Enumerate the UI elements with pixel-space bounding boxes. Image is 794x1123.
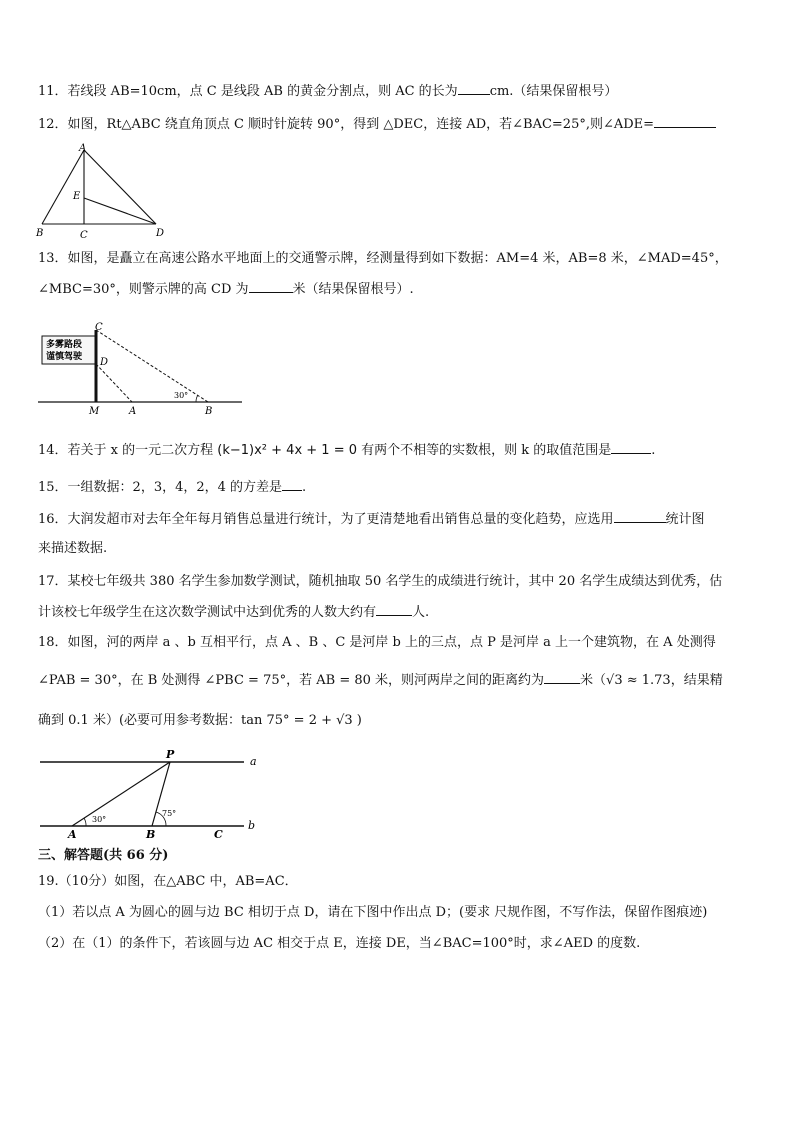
q16-text-b: 统计图: [665, 512, 705, 527]
q18-answer-blank: [544, 671, 580, 684]
q12-text-a: 12．如图，Rt△ABC 绕直角顶点 C 顺时针旋转 90°，得到 △DEC，连接 AD，若∠BAC=25°,则∠ADE=: [38, 117, 655, 132]
section-3-title-text: 三、解答题(共 66 分): [38, 848, 169, 863]
q14-text-c: .: [651, 443, 656, 458]
q13-label-c: C: [95, 322, 103, 333]
q12-figure: [30, 142, 170, 242]
q13-angle-label: 30°: [174, 391, 189, 400]
question-18-line3: [38, 712, 362, 730]
question-13-line1: [38, 250, 728, 268]
q18-line1: 18．如图，河的两岸 a 、b 互相平行，点 A 、B 、C 是河岸 b 上的三点，点 P 是河岸 a 上一个建筑物，在 A 处测得: [38, 635, 716, 650]
q13-label-d: D: [100, 357, 109, 368]
question-14: [38, 441, 655, 460]
q13-label-m: M: [89, 406, 100, 417]
q15-answer-blank: [282, 478, 302, 491]
q12-label-e: E: [73, 191, 81, 202]
q18-line3: 确到 0.1 米）(必要可用参考数据：tan 75° = 2 + √3 ): [38, 713, 362, 728]
question-17-line2: [38, 603, 429, 622]
q17-text-b: 计该校七年级学生在这次数学测试中达到优秀的人数大约有: [38, 605, 377, 620]
question-18-line2: [38, 671, 723, 690]
q13-sign-line2: 谨慎驾驶: [46, 352, 83, 362]
question-18-line1: [38, 634, 716, 652]
q18-line2-a: ∠PAB = 30°，在 B 处测得 ∠PBC = 75°，若 AB = 80 米，则河两岸之间的距离约为: [38, 673, 545, 688]
question-19-line1: [38, 873, 298, 891]
question-16-line1: [38, 510, 705, 529]
q14-text-a: 14．若关于 x 的一元二次方程: [38, 443, 214, 458]
q18-line2-b: 米（√3 ≈ 1.73，结果精: [580, 673, 723, 688]
q15-text-b: .: [302, 480, 307, 495]
q11-text-a: 11．若线段 AB=10cm，点 C 是线段 AB 的黄金分割点，则 AC 的长为: [38, 84, 458, 99]
q16-answer-blank: [614, 510, 666, 523]
q18-angle1-label: 30°: [92, 815, 107, 824]
q13-label-b: B: [205, 406, 213, 417]
q12-label-a: A: [79, 143, 87, 154]
q13-text-a: 13．如图，是矗立在高速公路水平地面上的交通警示牌，经测量得到如下数据：AM=4 米，AB=8 米，∠MAD=45°，: [38, 251, 728, 266]
q13-text-b2: 米（结果保留根号）.: [292, 282, 414, 297]
q12-label-b: B: [36, 228, 44, 239]
q12-label-c: C: [80, 230, 88, 241]
q17-text-a: 17．某校七年级共 380 名学生参加数学测试，随机抽取 50 名学生的成绩进行统计，其中 20 名学生成绩达到优秀，估: [38, 574, 723, 589]
q16-text-a: 16．大润发超市对去年全年每月销售总量进行统计，为了更清楚地看出销售总量的变化趋势，应选用: [38, 512, 614, 527]
question-19-line3: [38, 935, 640, 953]
question-16-line2: [38, 540, 107, 558]
q13-label-a: A: [129, 406, 137, 417]
q13-figure: [36, 318, 246, 418]
question-17-line1: [38, 573, 722, 591]
q19-line1: 19.（10分）如图，在△ABC 中，AB=AC．: [38, 874, 298, 889]
q18-figure: [36, 748, 266, 842]
q18-label-a: A: [68, 828, 77, 841]
question-15: [38, 478, 306, 497]
q12-label-d: D: [156, 228, 165, 239]
q14-text-b: 有两个不相等的实数根，则 k 的取值范围是: [361, 443, 612, 458]
q17-answer-blank: [376, 603, 412, 616]
q18-angle2-label: 75°: [162, 809, 177, 818]
q13-text-b1: ∠MBC=30°，则警示牌的高 CD 为: [38, 282, 249, 297]
question-11: [38, 82, 617, 101]
q13-sign-line1: 多雾路段: [46, 340, 83, 350]
q14-answer-blank: [611, 441, 651, 454]
q11-answer-blank: [458, 82, 490, 95]
q15-text-a: 15．一组数据：2，3，4，2，4 的方差是: [38, 480, 283, 495]
question-13-line2: [38, 280, 414, 299]
q18-label-b: B: [146, 828, 156, 841]
q19-line3: （2）在（1）的条件下，若该圆与边 AC 相交于点 E，连接 DE，当∠BAC=100°时，求∠AED 的度数.: [38, 936, 641, 951]
q13-answer-blank: [249, 280, 293, 293]
q11-text-b: cm.（结果保留根号）: [489, 84, 618, 99]
q17-text-c: 人.: [412, 605, 430, 620]
q18-label-p: P: [166, 748, 175, 761]
section-3-title: [38, 847, 168, 865]
q18-label-a-shore: a: [250, 755, 257, 768]
q16-text-c: 来描述数据.: [38, 541, 108, 556]
q18-label-b-shore: b: [248, 819, 256, 832]
q12-answer-blank: [654, 115, 716, 128]
q18-label-c: C: [214, 828, 223, 841]
q14-equation: (k−1)x² + 4x + 1 = 0: [217, 443, 357, 458]
question-19-line2: [38, 904, 707, 922]
question-12: [38, 115, 716, 134]
q19-line2: （1）若以点 A 为圆心的圆与边 BC 相切于点 D，请在下图中作出点 D；(要求 尺规作图，不写作法，保留作图痕迹): [38, 905, 708, 920]
